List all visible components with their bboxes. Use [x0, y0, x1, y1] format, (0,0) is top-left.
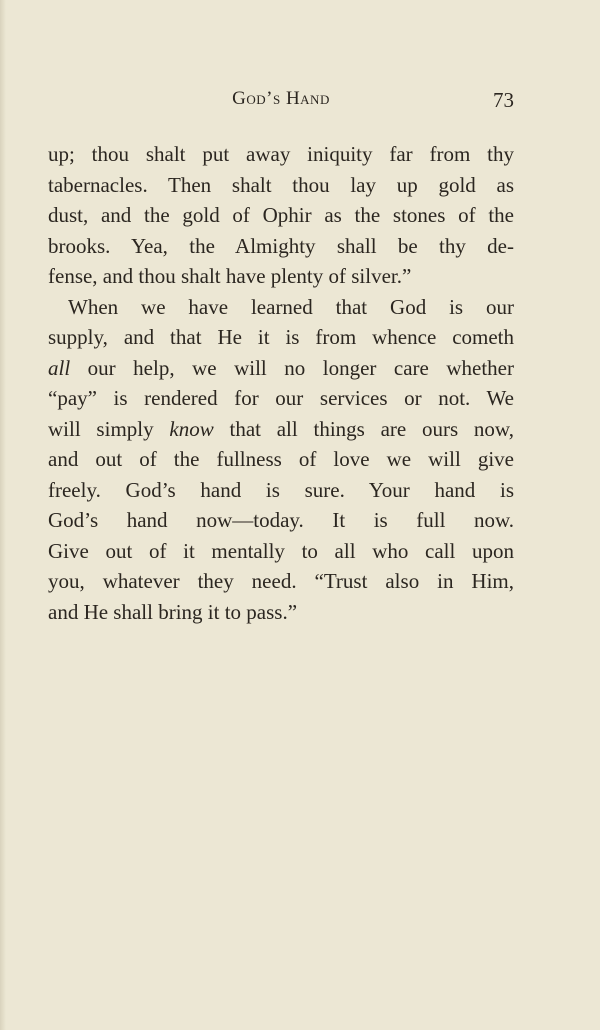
text-line: up; thou shalt put away iniquity far from thy — [48, 142, 514, 166]
text-line — [48, 353, 514, 384]
text-line: When we have learned that God is our — [68, 294, 514, 319]
page-number: 73 — [493, 88, 514, 112]
text-line: dust, and the gold of Ophir as the stones of the — [48, 203, 514, 227]
text-line: tabernacles. Then shalt thou lay up gold as — [48, 172, 514, 197]
text-line: freely. God’s hand is sure. Your hand is — [48, 477, 514, 502]
body-text — [48, 139, 514, 627]
running-header — [48, 88, 514, 116]
text-segment: our help, we will no longer care whether — [70, 355, 514, 380]
italic-word: know — [169, 416, 214, 441]
text-line: supply, and that He it is from whence cometh — [48, 325, 514, 349]
paragraph — [48, 139, 514, 292]
italic-word: all — [48, 355, 71, 380]
text-segment: will simply — [48, 416, 170, 441]
text-line: fense, and thou shalt have plenty of silver.” — [48, 264, 412, 288]
text-line — [48, 414, 514, 445]
text-line: and He shall bring it to pass.” — [48, 599, 298, 624]
text-segment: that all things are ours now, — [213, 416, 514, 441]
text-line: God’s hand now—today. It is full now. — [48, 508, 514, 532]
text-line: brooks. Yea, the Almighty shall be thy de- — [48, 233, 514, 258]
text-line: and out of the fullness of love we will give — [48, 447, 514, 471]
page-edge-shadow — [0, 0, 6, 1030]
text-line: “pay” is rendered for our services or not. We — [48, 386, 514, 410]
text-line: you, whatever they need. “Trust also in Him, — [48, 569, 514, 593]
text-line: Give out of it mentally to all who call upon — [48, 538, 514, 563]
paragraph — [48, 292, 514, 628]
running-title: God’s Hand — [232, 88, 330, 109]
